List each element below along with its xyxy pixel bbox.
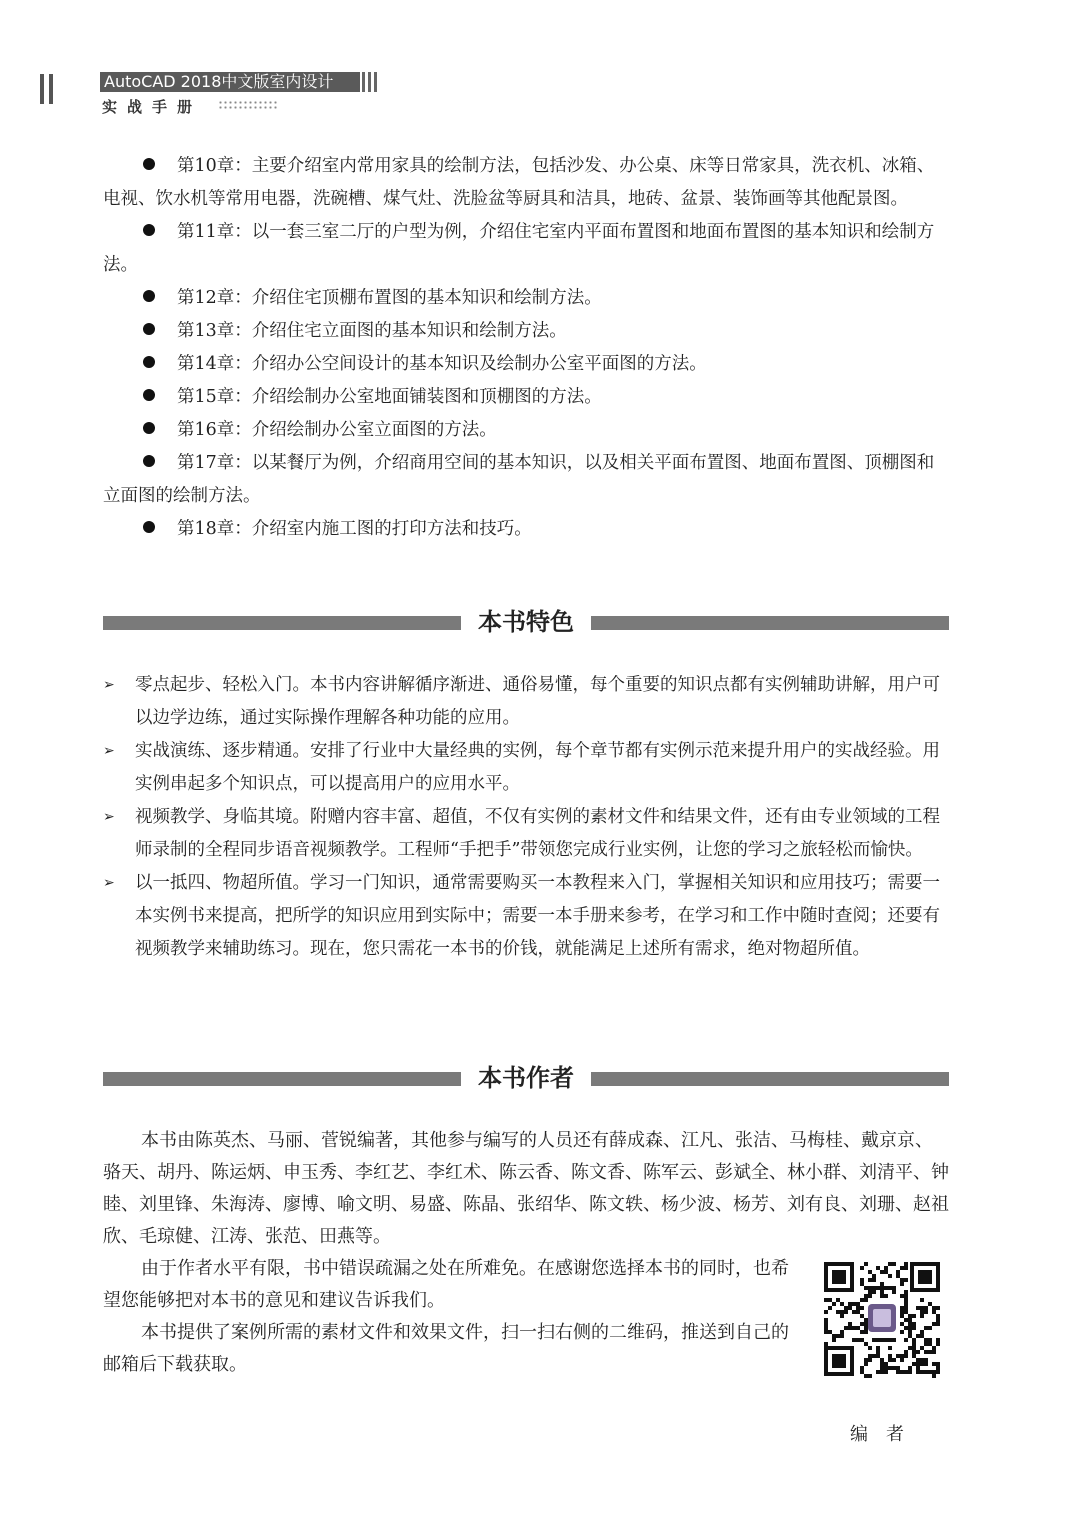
chapter-item: 第14章：介绍办公空间设计的基本知识及绘制办公室平面图的方法。 <box>103 348 949 381</box>
book-title: AutoCAD 2018中文版室内设计 <box>100 72 360 92</box>
chapter-item: 第17章：以某餐厅为例，介绍商用空间的基本知识，以及相关平面布置图、地面布置图、顶棚图和立面图的绘制方法。 <box>103 453 935 506</box>
feature-list <box>103 669 949 966</box>
chapter-item: 第10章：主要介绍室内常用家具的绘制方法，包括沙发、办公桌、床等日常家具，洗衣机、冰箱、电视、饮水机等常用电器，洗碗槽、煤气灶、洗脸盆等厨具和洁具，地砖、盆景、装饰画等其他配景图。 <box>103 156 935 209</box>
section-title: 本书作者 <box>478 1064 574 1092</box>
chapter-list <box>103 150 949 546</box>
chapter-item: 第16章：介绍绘制办公室立面图的方法。 <box>103 414 949 447</box>
bullet-icon <box>143 356 155 368</box>
authors-paragraph: 本书由陈英杰、马丽、菅锐编著，其他参与编写的人员还有薛成森、江凡、张洁、马梅桂、戴京京、骆天、胡丹、陈运炳、申玉秀、李红艺、李红术、陈云香、陈文香、陈军云、彭斌全、林小群、刘清平、钟睦、刘里锋、朱海涛、廖博、喻文明、易盛、陈晶、张绍华、陈文轶、杨少波、杨芳、刘有良、刘珊、赵祖欣、毛琼健、江涛、张范、田燕等。 <box>103 1130 949 1247</box>
arrow-bullet-icon: ➢ <box>103 809 115 825</box>
qr-code-icon[interactable] <box>822 1260 942 1378</box>
feature-item: ➢ 实战演练、逐步精通。安排了行业中大量经典的实例，每个章节都有实例示范来提升用户的实战经验。用实例串起多个知识点，可以提高用户的应用水平。 <box>103 735 949 801</box>
chapter-item: 第13章：介绍住宅立面图的基本知识和绘制方法。 <box>103 315 949 348</box>
feature-item: ➢ 以一抵四、物超所值。学习一门知识，通常需要购买一本教程来入门，掌握相关知识和应用技巧；需要一本实例书来提高，把所学的知识应用到实际中；需要一本手册来参考，在学习和工作中随时查阅；还要有视频教学来辅助练习。现在，您只需花一本书的价钱，就能满足上述所有需求，绝对物超所值。 <box>103 867 949 966</box>
feature-item: ➢ 视频教学、身临其境。附赠内容丰富、超值，不仅有实例的素材文件和结果文件，还有由专业领域的工程师录制的全程同步语音视频教学。工程师“手把手”带领您完成行业实例，让您的学习之旅轻松而愉快。 <box>103 801 949 867</box>
bullet-icon <box>143 158 155 170</box>
header-decoration-bars <box>40 74 56 104</box>
arrow-bullet-icon: ➢ <box>103 743 115 759</box>
section-title: 本书特色 <box>478 608 574 636</box>
chapter-item: 第12章：介绍住宅顶棚布置图的基本知识和绘制方法。 <box>103 282 949 315</box>
bullet-icon <box>143 224 155 236</box>
book-subtitle: 实战手册 <box>102 98 203 116</box>
bullet-icon <box>143 422 155 434</box>
download-paragraph: 本书提供了案例所需的素材文件和效果文件，扫一扫右侧的二维码，推送到自己的邮箱后下载获取。 <box>103 1322 789 1375</box>
chapter-item: 第15章：介绍绘制办公室地面铺装图和顶棚图的方法。 <box>103 381 949 414</box>
bullet-icon <box>143 389 155 401</box>
chapter-item: 第11章：以一套三室二厅的户型为例，介绍住宅室内平面布置图和地面布置图的基本知识和绘制方法。 <box>103 222 935 275</box>
arrow-bullet-icon: ➢ <box>103 677 115 693</box>
disclaimer-paragraph: 由于作者水平有限，书中错误疏漏之处在所难免。在感谢您选择本书的同时，也希望您能够把对本书的意见和建议告诉我们。 <box>103 1258 789 1311</box>
bullet-icon <box>143 323 155 335</box>
bullet-icon <box>143 455 155 467</box>
arrow-bullet-icon: ➢ <box>103 875 115 891</box>
feature-item: ➢ 零点起步、轻松入门。本书内容讲解循序渐进、通俗易懂，每个重要的知识点都有实例辅助讲解，用户可以边学边练，通过实际操作理解各种功能的应用。 <box>103 669 949 735</box>
header-dot-pattern <box>218 100 278 110</box>
bullet-icon <box>143 521 155 533</box>
section-heading-authors <box>103 1058 949 1098</box>
bullet-icon <box>143 290 155 302</box>
signature: 编者 <box>850 1424 922 1445</box>
section-heading-features <box>103 602 949 642</box>
header-title-lines <box>362 72 378 92</box>
chapter-item: 第18章：介绍室内施工图的打印方法和技巧。 <box>103 513 949 546</box>
